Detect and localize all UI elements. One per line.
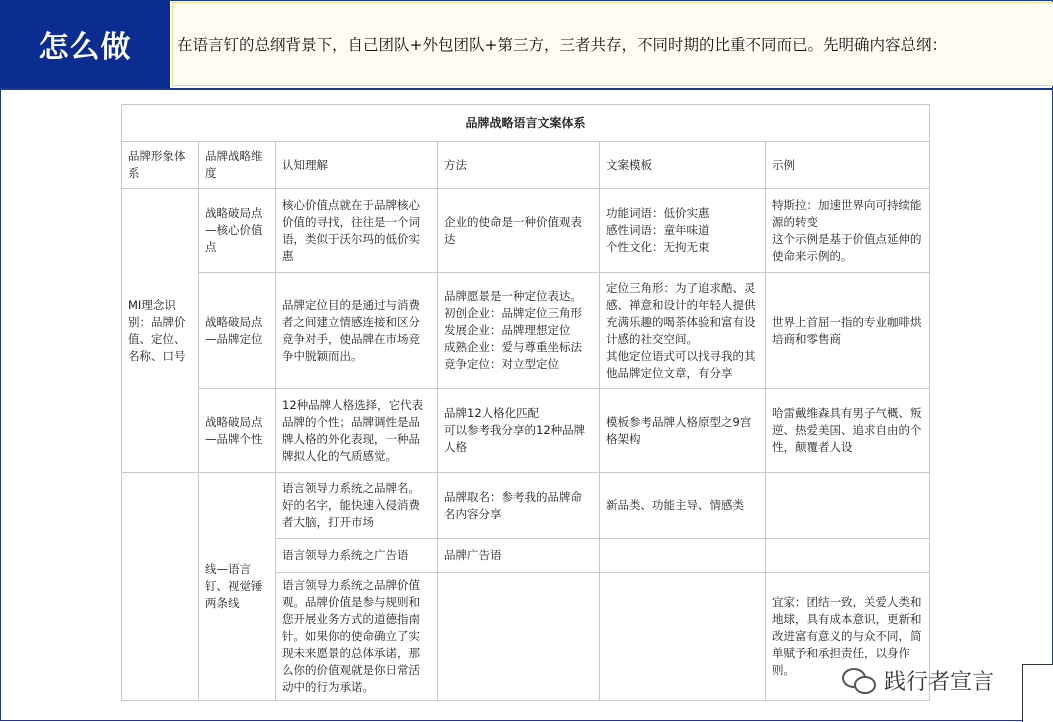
understanding-cell: 语言领导力系统之广告语 — [276, 539, 438, 573]
example-cell: 特斯拉：加速世界向可持续能源的转变 这个示例是基于价值点延伸的使命来示例的。 — [766, 189, 930, 273]
example-cell — [766, 473, 930, 539]
method-cell: 品牌取名：参考我的品牌命名内容分享 — [438, 473, 600, 539]
understanding-cell: 语言领导力系统之品牌名。好的名字，能快速入侵消费者大脑，打开市场 — [276, 473, 438, 539]
method-cell — [438, 573, 600, 701]
header — [0, 0, 1053, 88]
wechat-icon — [842, 666, 876, 694]
understanding-cell: 语言领导力系统之品牌价值观。品牌价值是参与规则和您开展业务方式的道德指南针。如果你的使命确立了实现未来愿景的总体承诺，那么你的价值观就是你日常活动中的行为承诺。 — [276, 573, 438, 701]
template-cell — [600, 573, 766, 701]
header-divider — [0, 88, 1053, 90]
group-label-cell-continued — [122, 473, 199, 701]
method-cell: 企业的使命是一种价值观表达 — [438, 189, 600, 273]
template-cell: 定位三角形：为了追求酷、灵感、禅意和设计的年轻人提供充满乐趣的喝茶体验和富有设计感的社交空间。 其他定位语式可以找寻我的其他品牌定位文章，有分享 — [600, 273, 766, 389]
intro-text: 在语言钉的总纲背景下，自己团队+外包团队+第三方，三者共存，不同时期的比重不同而已。先明确内容总纲： — [172, 2, 1053, 86]
column-header: 示例 — [766, 142, 930, 189]
table-row — [122, 473, 930, 539]
template-cell — [600, 539, 766, 573]
table-caption: 品牌战略语言文案体系 — [122, 105, 930, 142]
example-cell: 哈雷戴维森具有男子气概、叛逆、热爱美国、追求自由的个性，颠覆者人设 — [766, 389, 930, 473]
brand-strategy-table — [121, 104, 930, 701]
table-row — [122, 389, 930, 473]
dimension-cell: 战略破局点—核心价值点 — [199, 189, 276, 273]
method-cell: 品牌12人格化匹配 可以参考我分享的12种品牌人格 — [438, 389, 600, 473]
table-row — [122, 273, 930, 389]
dimension-cell: 战略破局点—品牌定位 — [199, 273, 276, 389]
template-cell: 模板参考品牌人格原型之9宫格架构 — [600, 389, 766, 473]
dimension-cell: 线—语言钉、视觉锤两条线 — [199, 473, 276, 701]
dimension-cell: 战略破局点—品牌个性 — [199, 389, 276, 473]
corner-box — [1022, 664, 1053, 722]
method-cell: 品牌广告语 — [438, 539, 600, 573]
table-caption-row — [122, 105, 930, 142]
watermark-text: 践行者宣言 — [884, 669, 995, 695]
column-header: 文案模板 — [600, 142, 766, 189]
column-header: 方法 — [438, 142, 600, 189]
method-cell: 品牌愿景是一种定位表达。 初创企业：品牌定位三角形 发展企业：品牌理想定位 成熟企业：爱与尊重坐标法 竞争定位：对立型定位 — [438, 273, 600, 389]
template-cell: 功能词语：低价实惠 感性词语：童年味道 个性文化：无拘无束 — [600, 189, 766, 273]
example-cell: 宜家：团结一致，关爱人类和地球，具有成本意识，更新和改进富有意义的与众不同，简单赋予和承担责任，以身作则。 — [766, 573, 930, 701]
column-header: 认知理解 — [276, 142, 438, 189]
understanding-cell: 品牌定位目的是通过与消费者之间建立情感连接和区分竞争对手，使品牌在市场竞争中脱颖而出。 — [276, 273, 438, 389]
table-header-row — [122, 142, 930, 189]
example-cell — [766, 539, 930, 573]
understanding-cell: 核心价值点就在于品牌核心价值的寻找，往往是一个词语，类似于沃尔玛的低价实惠 — [276, 189, 438, 273]
table-row — [122, 189, 930, 273]
group-label-cell: MI理念识别：品牌价值、定位、名称、口号 — [122, 189, 199, 473]
understanding-cell: 12种品牌人格选择，它代表品牌的个性；品牌调性是品牌人格的外化表现，一种品牌拟人化的气质感觉。 — [276, 389, 438, 473]
column-header: 品牌形象体系 — [122, 142, 199, 189]
column-header: 品牌战略维度 — [199, 142, 276, 189]
example-cell: 世界上首屈一指的专业咖啡烘培商和零售商 — [766, 273, 930, 389]
section-title: 怎么做 — [0, 0, 170, 88]
template-cell: 新品类、功能主导、情感类 — [600, 473, 766, 539]
